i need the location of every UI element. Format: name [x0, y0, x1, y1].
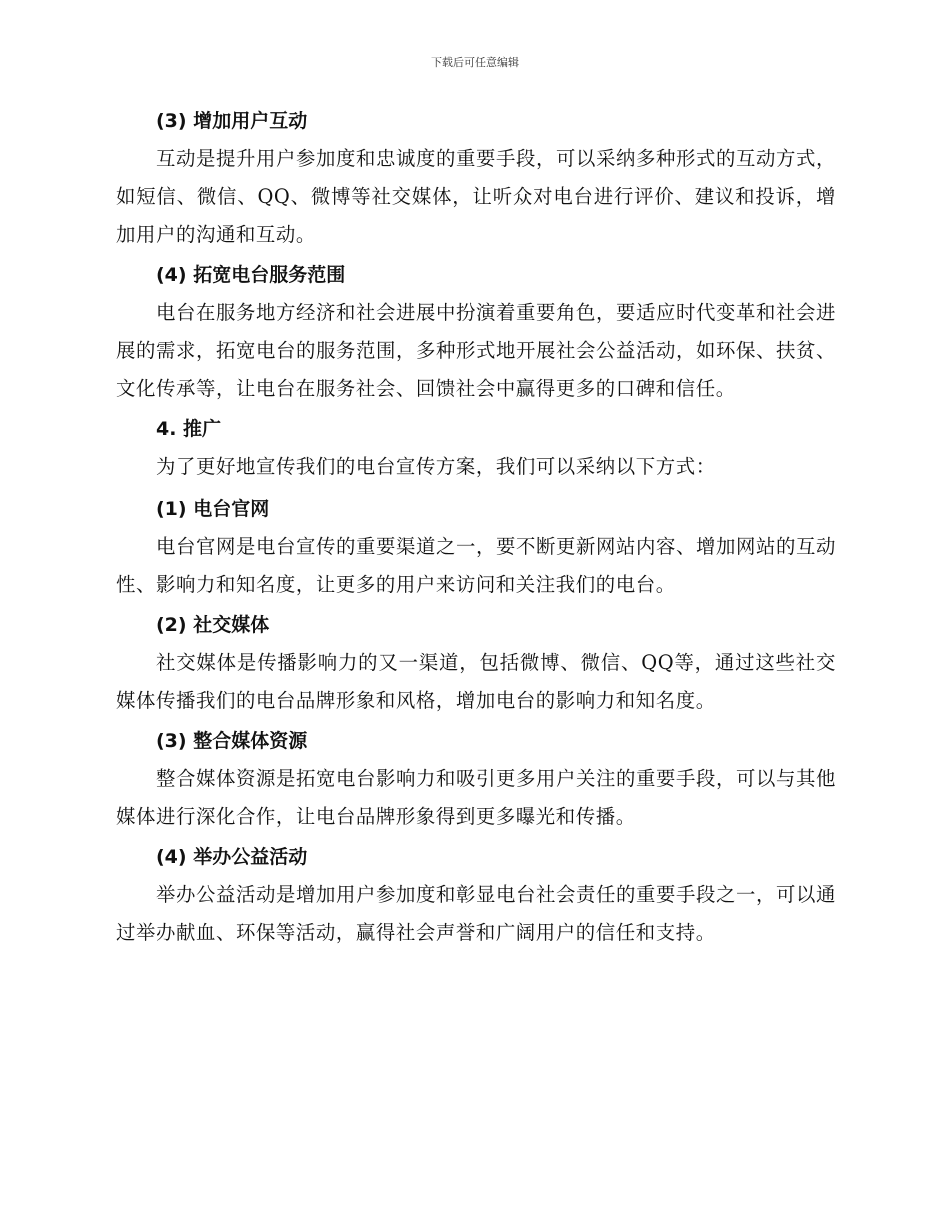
page-header: 下载后可任意编辑 [431, 56, 519, 69]
paragraph-integrate-media: 整合媒体资源是拓宽电台影响力和吸引更多用户关注的重要手段，可以与其他媒体进行深化合作，让电台品牌形象得到更多曝光和传播。 [116, 767, 836, 828]
section-heading-promotion: 4. 推广 [156, 418, 222, 440]
paragraph-official-website: 电台官网是电台宣传的重要渠道之一，要不断更新网站内容、增加网站的互动性、影响力和知名度，让更多的用户来访问和关注我们的电台。 [116, 535, 836, 596]
paragraph-expand-service: 电台在服务地方经济和社会进展中扮演着重要角色，要适应时代变革和社会进展的需求，拓宽电台的服务范围，多种形式地开展社会公益活动，如环保、扶贫、文化传承等，让电台在服务社会、回馈社会中赢得更多的口碑和信任。 [116, 301, 836, 400]
section-heading-expand-service: (4) 拓宽电台服务范围 [156, 264, 346, 286]
paragraph-promotion-intro: 为了更好地宣传我们的电台宣传方案，我们可以采纳以下方式： [156, 455, 716, 478]
paragraph-interaction: 互动是提升用户参加度和忠诚度的重要手段，可以采纳多种形式的互动方式，如短信、微信、QQ、微博等社交媒体，让听众对电台进行评价、建议和投诉，增加用户的沟通和互动。 [116, 147, 836, 246]
document-body [116, 104, 836, 956]
section-heading-public-welfare: (4) 举办公益活动 [156, 846, 308, 868]
section-heading-official-website: (1) 电台官网 [156, 498, 270, 520]
section-heading-social-media: (2) 社交媒体 [156, 614, 270, 636]
section-heading-increase-interaction: (3) 增加用户互动 [156, 110, 308, 132]
section-heading-integrate-media: (3) 整合媒体资源 [156, 730, 308, 752]
paragraph-social-media: 社交媒体是传播影响力的又一渠道，包括微博、微信、QQ等，通过这些社交媒体传播我们的电台品牌形象和风格，增加电台的影响力和知名度。 [116, 651, 836, 712]
paragraph-public-welfare: 举办公益活动是增加用户参加度和彰显电台社会责任的重要手段之一，可以通过举办献血、环保等活动，赢得社会声誉和广阔用户的信任和支持。 [116, 883, 836, 944]
